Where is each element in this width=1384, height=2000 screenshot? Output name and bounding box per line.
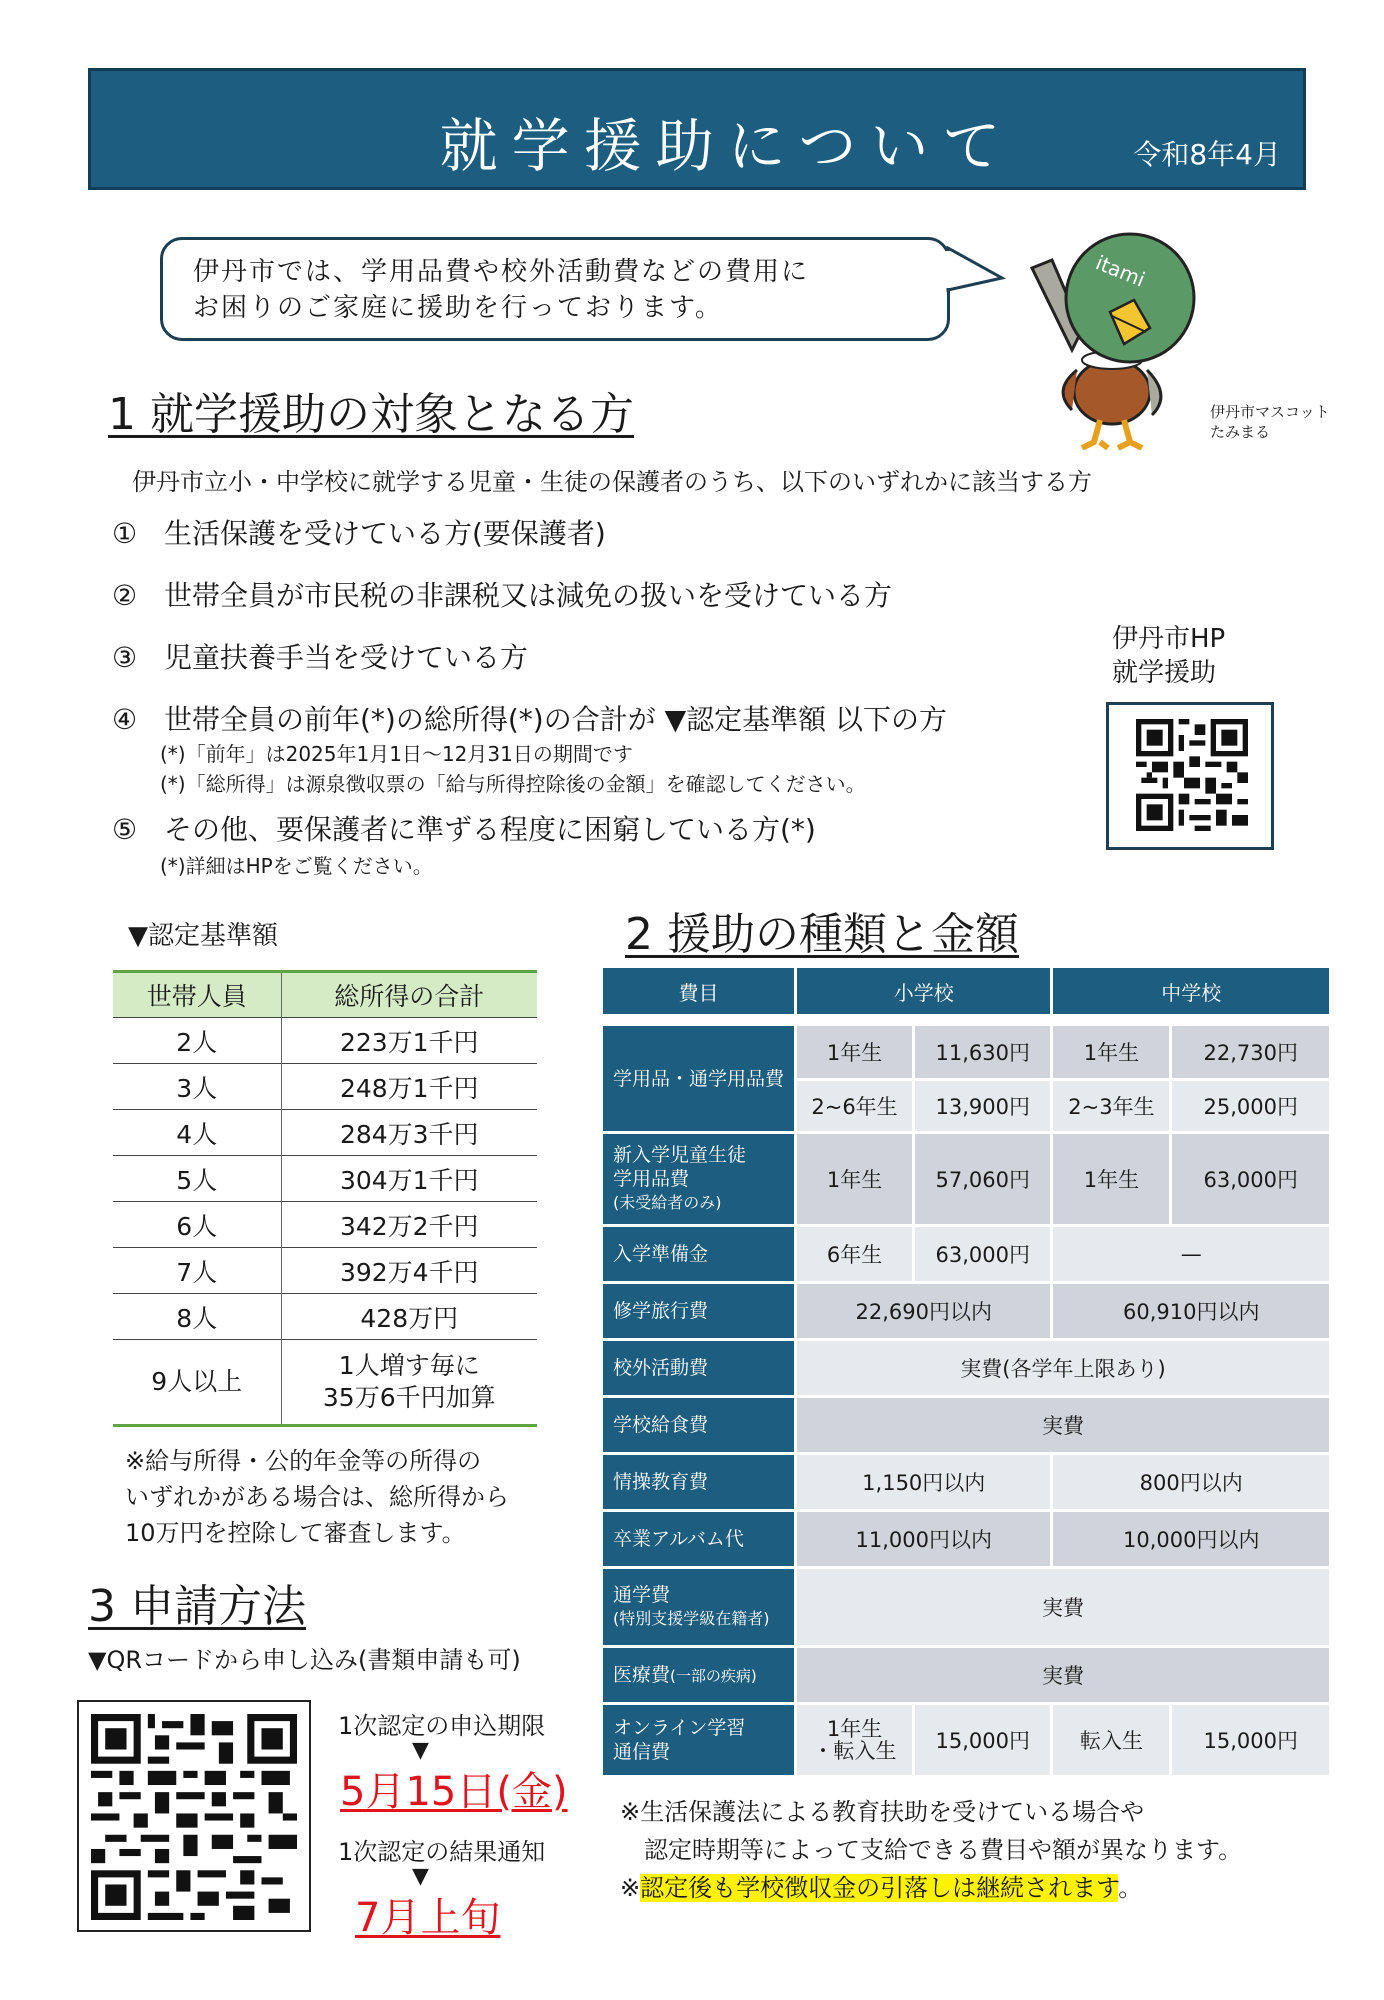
table-row	[113, 1156, 537, 1202]
mascot-caption	[1210, 402, 1330, 442]
table-row	[113, 1294, 537, 1340]
amount: 25,000円	[1172, 1081, 1329, 1131]
deduction-note-line-3: 10万円を控除して審査します。	[125, 1519, 466, 1547]
item-line: 通学費	[613, 1584, 671, 1606]
item-outside-activity: 校外活動費	[603, 1341, 794, 1395]
qr-code-icon	[1136, 719, 1248, 831]
highlighted-note: 認定後も学校徴収金の引落しは継続されます	[640, 1874, 1119, 1902]
table-row	[603, 1512, 1329, 1566]
income-limit: 223万1千円	[281, 1018, 537, 1064]
grade-line: 1年生	[826, 1717, 883, 1741]
section-2-heading: 2 援助の種類と金額	[625, 909, 1019, 960]
criterion-2	[112, 574, 892, 614]
amount: 800円以内	[1053, 1455, 1329, 1509]
amount: 1,150円以内	[797, 1455, 1050, 1509]
header-elementary: 小学校	[797, 968, 1050, 1014]
result-label: 1次認定の結果通知	[338, 1838, 546, 1866]
criterion-number: ③	[112, 641, 138, 674]
header-total-income: 総所得の合計	[281, 972, 537, 1018]
aid-notes	[620, 1793, 1242, 1907]
criterion-number: ①	[112, 517, 138, 550]
amount: 63,000円	[1172, 1134, 1329, 1224]
section-1-heading: 1 就学援助の対象となる方	[108, 389, 634, 440]
application-qr-code[interactable]	[77, 1700, 311, 1932]
item-line: 学用品費	[613, 1168, 690, 1190]
criteria-header-row	[113, 972, 537, 1018]
aid-note-line-1: ※生活保護法による教育扶助を受けている場合や	[620, 1798, 1145, 1826]
svg-text:itami: itami	[1092, 250, 1149, 292]
table-row	[603, 1227, 1329, 1281]
household-size: 8人	[113, 1294, 281, 1340]
table-row	[603, 1134, 1329, 1224]
criterion-1	[112, 512, 606, 552]
qr-code-icon	[91, 1714, 297, 1920]
table-row	[113, 1202, 537, 1248]
table-row	[113, 1110, 537, 1156]
table-row	[603, 1705, 1329, 1775]
deduction-note-line-1: ※給与所得・公的年金等の所得の	[125, 1447, 482, 1475]
criterion-number: ②	[112, 579, 138, 612]
header-household-size: 世帯人員	[113, 972, 281, 1018]
amount: 22,730円	[1172, 1026, 1329, 1078]
page-title: 就学援助について	[439, 112, 1015, 180]
grade-line: ・転入生	[812, 1739, 897, 1763]
criterion-text: 児童扶養手当を受けている方	[164, 641, 529, 674]
amount: 11,000円以内	[797, 1512, 1050, 1566]
item-line: オンライン学習	[613, 1717, 746, 1739]
item-new-entry	[603, 1134, 794, 1224]
income-limit-line-1: 1人増す毎に	[338, 1351, 480, 1380]
income-limit: 428万円	[281, 1294, 537, 1340]
bubble-line-1: 伊丹市では、学用品費や校外活動費などの費用に	[193, 257, 810, 287]
table-row	[113, 1340, 537, 1426]
criterion-5	[112, 808, 816, 848]
table-row	[603, 1284, 1329, 1338]
table-row	[113, 1064, 537, 1110]
hp-qr-label	[1112, 622, 1225, 690]
table-row	[603, 1569, 1329, 1645]
amount: —	[1053, 1227, 1329, 1281]
item-sub: (一部の疾病)	[670, 1666, 757, 1685]
grade: 1年生	[1053, 1026, 1169, 1078]
household-size: 4人	[113, 1110, 281, 1156]
mascot-caption-line-2: たみまる	[1210, 423, 1271, 441]
grade: 1年生	[797, 1026, 912, 1078]
amount: 15,000円	[1172, 1705, 1329, 1775]
table-row	[113, 1018, 537, 1064]
item-line: 通信費	[613, 1741, 671, 1763]
result-date: 7月上旬	[355, 1895, 501, 1941]
income-limit-line-2: 35万6千円加算	[322, 1383, 496, 1412]
grade	[797, 1705, 912, 1775]
deduction-note-line-2: いずれかがある場合は、総所得から	[125, 1483, 509, 1511]
item-arts-education: 情操教育費	[603, 1455, 794, 1509]
aid-note-line-3	[620, 1869, 1242, 1907]
amount: 63,000円	[915, 1227, 1050, 1281]
header-banner	[88, 68, 1306, 190]
amount: 57,060円	[915, 1134, 1050, 1224]
mascot-caption-line-1: 伊丹市マスコット	[1210, 403, 1330, 421]
amount: 実費	[797, 1569, 1329, 1645]
amount: 15,000円	[915, 1705, 1050, 1775]
note-end: 。	[1118, 1874, 1143, 1902]
income-limit: 248万1千円	[281, 1064, 537, 1110]
household-size: 3人	[113, 1064, 281, 1110]
header-item: 費目	[603, 968, 794, 1014]
grade: 2~6年生	[797, 1081, 912, 1131]
grade: 1年生	[797, 1134, 912, 1224]
item-school-lunch: 学校給食費	[603, 1398, 794, 1452]
hp-label-line-1: 伊丹市HP	[1112, 624, 1226, 654]
criteria-table-title: ▼認定基準額	[128, 921, 278, 951]
deadline-label: 1次認定の申込期限	[338, 1712, 546, 1740]
aid-note-line-2: 認定時期等によって支給できる費目や額が異なります。	[644, 1836, 1243, 1864]
note-prior-year: (*)「前年」は2025年1月1日～12月31日の期間です	[160, 742, 633, 766]
criterion-4	[112, 698, 947, 738]
criterion-number: ⑤	[112, 813, 138, 846]
eligibility-lead: 伊丹市立小・中学校に就学する児童・生徒の保護者のうち、以下のいずれかに該当する方	[132, 468, 1092, 496]
grade: 2~3年生	[1053, 1081, 1169, 1131]
item-commute	[603, 1569, 794, 1645]
amount: 22,690円以内	[797, 1284, 1050, 1338]
table-row	[603, 1455, 1329, 1509]
criterion-text: 世帯全員が市民税の非課税又は減免の扱いを受けている方	[164, 579, 893, 612]
household-size: 5人	[113, 1156, 281, 1202]
deadline-date: 5月15日(金)	[340, 1769, 568, 1815]
note-total-income: (*)「総所得」は源泉徴収票の「給与所得控除後の金額」を確認してください。	[160, 772, 866, 796]
item-prep: 入学準備金	[603, 1227, 794, 1281]
criterion-number: ④	[112, 703, 138, 736]
arrow-down-icon: ▼	[412, 1738, 429, 1763]
hp-qr-code[interactable]	[1106, 702, 1274, 850]
note-details-hp: (*)詳細はHPをご覧ください。	[160, 854, 433, 878]
table-row	[603, 1398, 1329, 1452]
criteria-table	[113, 970, 537, 1427]
criterion-3	[112, 636, 528, 676]
item-supplies: 学用品・通学用品費	[603, 1026, 794, 1131]
amount: 11,630円	[915, 1026, 1050, 1078]
mascot-tamimaru-icon	[1012, 220, 1202, 450]
bubble-tail-icon	[940, 244, 1010, 304]
income-limit: 342万2千円	[281, 1202, 537, 1248]
table-row	[113, 1248, 537, 1294]
section-3-heading: 3 申請方法	[88, 1581, 306, 1632]
aid-table	[600, 965, 1332, 1778]
item-medical	[603, 1648, 794, 1702]
apply-instructions: ▼QRコードから申し込み(書類申請も可)	[88, 1646, 521, 1674]
item-line: 医療費	[613, 1663, 671, 1686]
amount: 実費	[797, 1398, 1329, 1452]
table-row	[603, 1341, 1329, 1395]
criterion-text: その他、要保護者に準ずる程度に困窮している方(*)	[164, 813, 816, 846]
grade: 6年生	[797, 1227, 912, 1281]
grade: 1年生	[1053, 1134, 1169, 1224]
item-line: (特別支援学級在籍者)	[613, 1609, 770, 1628]
issue-date: 令和8年4月	[1133, 138, 1281, 171]
arrow-down-icon: ▼	[412, 1864, 429, 1889]
amount: 実費(各学年上限あり)	[797, 1341, 1329, 1395]
income-limit	[281, 1340, 537, 1426]
speech-bubble	[160, 237, 950, 341]
amount: 実費	[797, 1648, 1329, 1702]
table-row	[603, 1026, 1329, 1078]
item-line: (未受給者のみ)	[613, 1193, 722, 1212]
item-graduation-album: 卒業アルバム代	[603, 1512, 794, 1566]
income-limit: 284万3千円	[281, 1110, 537, 1156]
amount: 10,000円以内	[1053, 1512, 1329, 1566]
grade: 転入生	[1053, 1705, 1169, 1775]
header-junior-high: 中学校	[1053, 968, 1329, 1014]
household-size: 6人	[113, 1202, 281, 1248]
household-size: 2人	[113, 1018, 281, 1064]
criterion-text: 世帯全員の前年(*)の総所得(*)の合計が ▼認定基準額 以下の方	[164, 703, 948, 736]
income-limit: 304万1千円	[281, 1156, 537, 1202]
item-online-learning	[603, 1705, 794, 1775]
amount: 60,910円以内	[1053, 1284, 1329, 1338]
household-size: 7人	[113, 1248, 281, 1294]
amount: 13,900円	[915, 1081, 1050, 1131]
aid-header-row	[603, 968, 1329, 1014]
income-limit: 392万4千円	[281, 1248, 537, 1294]
deduction-note	[125, 1443, 509, 1551]
item-line: 新入学児童生徒	[613, 1144, 747, 1166]
item-school-trip: 修学旅行費	[603, 1284, 794, 1338]
bubble-line-2: お困りのご家庭に援助を行っております。	[193, 293, 723, 323]
hp-label-line-2: 就学援助	[1112, 658, 1217, 688]
criterion-text: 生活保護を受けている方(要保護者)	[164, 517, 606, 550]
note-mark: ※	[620, 1874, 641, 1902]
table-row	[603, 1648, 1329, 1702]
bubble-text	[193, 254, 809, 326]
household-size: 9人以上	[113, 1340, 281, 1426]
